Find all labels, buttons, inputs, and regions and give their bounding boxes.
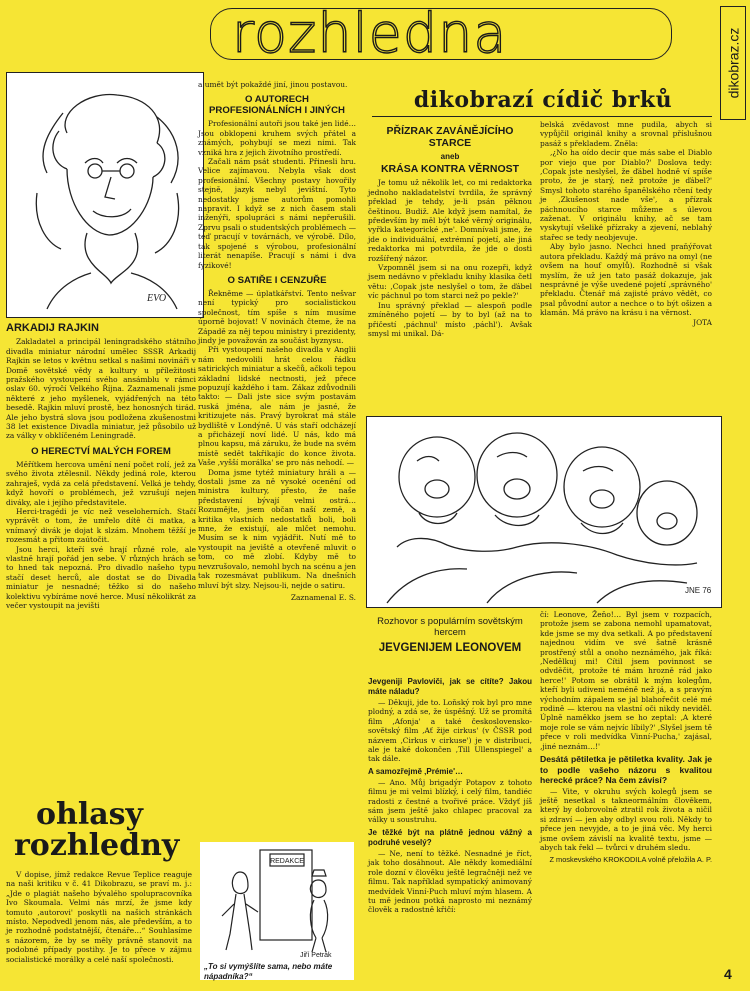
cidic-aneb: aneb [440,152,460,161]
cartoon-author: Jiří Petrák [300,952,332,959]
interview-title: JEVGENIJEM LEONOVEM [378,642,522,654]
interview-kicker: Rozhovor s populárním sovětským hercem [377,616,523,638]
rajkin-signature: Zaznamenal E. S. [290,592,356,602]
interview-answer: — Vite, v okruhu svých kolegů jsem se ještě nesetkal s takneormálním člověkem, který by dobrovolně ztratil rok života a ničil si zdraví — jen aby odbyl svou roli. Někdy to přece jen nevyjde, a to je jiná věc. My herci jsme ovšem závislí na kvalitě textu, jsme — abych tak řekl — tvůrci v druhém sledu. [540,786,712,853]
rajkin-portrait [6,72,204,318]
section-title: rozhledna [232,2,508,65]
rajkin-column-2 [198,80,356,602]
interview-question: Je těžké být na plátně jednou vážný a podruhé veselý? [368,827,532,847]
caricature-signature: JNE 76 [685,586,712,595]
cidic-column-1 [368,120,532,338]
cidic-paragraph: Inu správný překlad — alespoň podle zmíněného pojetí — by to byl (až na to přičestí ‚páchnul' místo ‚páchl'). Avšak smysl mi unikal. Dá- [368,300,532,338]
portrait-signature: EVO [147,293,167,304]
cidic-paragraph: belská zvědavost mne pudila, abych si vypůjčil originál knihy a srovnal příslušnou pasáž s překladem. Zněla: [540,120,712,148]
cartoon-panel [200,842,354,980]
interview-answer: — Ano. Můj brigadýr Potapov z tohoto filmu je mi velmi blízký, i celý film, tandiéc radosti z čestné a tvořivé práce. Vždyť jíš sám jsem ještě jako chlapec pracoval za války u soustruhu. [368,777,532,825]
rajkin-paragraph: Doma jsme tytéž miniatury hráli a — dostali jsme za ně vysoké ocenění od ministra kultury, přesto, že naše představení bývají velmi ostrá… Rozumějte, jsem občan naší země, a kritika vlastních nedostatků boli, boli mne, že existují, ale mlčet nemohu. Musím se k nim vyjádřit. Nutí mě to vystoupit na jeviště a otevřeně mluvit o tom, co mě zlobí. Kdyby mě to nevzrušovalo, nemohl bych na scénu a jen tak rozesmávat publikum. Na dnešních mluví být slzy. Nejsou-li, nejde o satiru. [198,467,356,590]
interview-column-1 [368,674,532,915]
rajkin-name: ARKADIJ RAJKIN [6,322,99,334]
cidic-signature: JOTA [693,317,712,327]
section-heading: O AUTORECH PROFESIONÁLNÍCH I JINÝCH [209,94,345,117]
leonov-caricature [366,416,722,608]
cidic-paragraph: Vzpomněl jsem si na onu rozepři, když jsem nedávno v překladu knihy klasika četl větu: ‚Copak jste neslyšel o tom, že ďábel víc páchnul po tom starci než po pekle?' [368,263,532,301]
cidic-subtitle: PŘÍZRAK ZAVÁNĚJÍCÍHO STARCE [386,125,514,149]
cidic-paragraph: Je tomu už několik let, co mi redaktorka jednoho nakladatelství tvrdila, že správný překlad je tehdy, je-li psán pěknou češtinou. Budiž. Ale když jsem namítal, že především by měl být také věrný originálu, vyřkla kategorické ‚ne'. Domnívali jsme, že jde o individuální, extrémní pojetí, ale jiná redaktorka mi potvrdila, že jde o dosti rozšířený názor. [368,178,532,263]
side-label-frame [720,6,746,120]
interview-question: A samozřejmě ‚Prémie'… [368,766,463,776]
side-label: dikobraz.cz [725,27,741,99]
cidic-paragraph: Aby bylo jasno. Nechci hned praňýřovat autora překladu. Každý má právo na omyl (ne ovšem na houf omylů). Rozhodně si však myslím, že už jen tato pasáž dokazuje, jak nesprávné je výše uvedené pojetí ‚správného' překladu. Čtenář má zajisté právo vědět, co psal původní autor a nechce o to být ošizen a klamán. Má právo na krásu i na věrnost. [540,242,712,318]
interview-question: Jevgeniji Pavloviči, jak se cítíte? Jakou máte náladu? [368,677,532,696]
rajkin-paragraph: Začali nám psát studenti. Přinesli hru. Velice zajímavou. Nebyla však dost profesionální. Všechny postavy hovořily stejně, jazyk nebyl jevištní. Tyto nedostatky jsme autorům pomohli napravit. I když se z nich časem stali inženýři, spolupráci s námi nepřerušili. Zprvu psali o studentských problémech — teď pracují v továrnách, ve výrobě. Dílo, tak spojené s výrobou, profesionální literát nenapíše. Pracují s námi i dva fyzikové! [198,157,356,270]
cidic-rule [372,116,712,117]
section-heading: O SATIŘE I CENZUŘE [227,274,327,286]
cidic-subtitle-2: KRÁSA KONTRA VĚRNOST [380,163,520,176]
rajkin-paragraph: Při vystoupení našeho divadla v Anglii nám nedovolili hrát celou řádku satirických miniatur a skečů, ačkoli tepou základní lidské nectnosti, jež přece popuzují každého i tam. Zákaz zdůvodnili takto: — Dali jste sice svým postavám ruská jména, ale nám je jasné, že kritizujete nás. Pravý byrokrat má stále bydliště v Londýně. U vás staří odcházejí a přicházejí noví lidé. U nás, kdo má plnou kapsu, má záruku, že bude na svém místě sedět takřikajíc do konce života. Vaše ‚vyšší morálka' se pro nás nehodí. — [198,345,356,468]
rajkin-paragraph: Měřítkem hercova umění není počet rolí, jež za svého života ztělesnil. Někdy jediná role, kterou zahraješ, vydá za celá představení. Velká je tehdy, když hovoří o problémech, jež vzrušují nejen diváky, ale i jejího představitele. [6,459,196,507]
ohlasy-title-1: ohlasy [36,797,143,832]
ohlasy-paragraph: V dopise, jímž redakce Revue Teplice reaguje na naši kritiku v č. 41 Dikobrazu, se praví m. j.: „Jde o plagiát našeho bývalého spolupracovníka Ivo Skoumala. Velmi nás mrzí, že jsme kdy tomuto ‚autorovi' poskytli na našich stránkách místo. Nepodvedl jenom nás, ale především, a to je rozhodně podstatnější, čtenáře…“ Souhlasíme s názorem, že by se měly právně stanovit na podobné případy postihy. Je to přece v zájmu socialistické morálky a celé naší společnosti. [6,870,192,964]
page-number: 4 [724,966,732,982]
rajkin-caricature-drawing [7,73,203,317]
ohlasy-title-box [6,797,192,866]
rajkin-paragraph: Jsou herci, kteří své hrají různé role, ale vlastně hrají pořád jen sebe. V různých hrách se to hned tak nepozná. Pro divadlo našeho typu stačí deset herců, ale dostat se do Divadla miniatur je nesnadné; těžko si do našeho kolektivu vybíráme nové herce. Musí několikrát za večer vystoupit na jevišti [6,544,196,610]
cartoon-drawing [200,842,354,954]
interview-answer: — Ne, není to těžké. Nesnadné je říct, jak toho dosáhnout. Ale někdy komediální role dozní v člověku ještě legračněji než ve filmu. Tak například sympatický animovaný medvídek Vinní-Puch mluví mým hlasem. A tu mě jednou potká naprosto mi neznámý člověk a radostně křičí: [368,848,532,915]
interview-question: Desátá pětiletka je pětiletka kvality. Jak je to podle vašeho názoru s kvalitou herecké práce? Na čem závisí? [540,754,712,786]
rajkin-column-1 [6,324,196,610]
rajkin-paragraph: Zakladatel a principál leningradského státního divadla miniatur národní umělec SSSR Arkadij Rajkin se letos v květnu setkal s našimi novináři v Domě sovětské vědy a kultury u příležitosti pražského vystoupení svého ansámblu v rámci oslav 60. výročí Velkého Října. Zaznamenali jsme některé z jeho myšlenek, vyjádřených na této besedě. Rajkin mluví prostě, bez honosných tirád. Ale jeho bystrá slova jsou podložena zkušenostmi 38 let existence Divadla miniatur, jež působilo už za války v obklíčeném Leningradě. [6,337,196,441]
interview-answer: čí: Leonove, Žeňo!… Byl jsem v rozpacích, protože jsem se zabona nemohl upamatovat, kde jsme se my dva setkali. A po představení najednou vidím ve své šatně krásně prostřený stůl a onoho neznámého, jak říká: ‚Nedělkuj mi! Cítil jsem povinnost se odvděčit, protože té mám hrozně rád jako herce!' Potom se obrátil k mým kolegům, kteří byli udiveni neméně než já, a s pravým východním zápalem se jal blahořečit celé mé rodině — kterou na vlastní oči nikdy neviděl. Úplně naměkko jsem se ho zeptal: ‚A které moje role se vám nejvíc líbily?' ‚Slyšel jsem tě přece v roli medvídka Vinní-Pucha,' zajásal, ‚jiné neznám…!' [540,610,712,751]
cidic-title: dikobrazí cídič brků [413,87,673,113]
section-heading: O HERECTVÍ MALÝCH FOREM [31,445,171,457]
interview-column-2 [540,610,712,865]
cartoon-caption: „To si vymýšlíte sama, nebo máte nápadníka?“ [204,962,333,981]
rajkin-paragraph: Profesionální autoři jsou také jen lidé… Jsou obklopeni kruhem svých přátel a známých, pohybují se mezi nimi. Tak vzniká hra z jejich životního prostředí. [198,119,356,157]
cidic-paragraph: ‚¿No ha oído decir que más sabe el Diablo por viejo que por Diablo?' Doslova tedy: ‚Copak jste neslyšel, že ďábel hodně ví spíše proto, že je starý, než protože je ďábel?' Smysl tohoto starého španělského rčení tedy je ‚Zkušenost nade vše', a přízrak páchnoucího starce můžeme s úlevou zaženat. V originálu knihy, ač se tam vyskytují všeliké přízraky a zjevení, neblahý stařec se tedy neobjevuje. [540,148,712,242]
leonov-caricature-drawing [367,417,721,607]
interview-answer: — Děkuji, jde to. Loňský rok byl pro mne plodný, a zdá se, že úspěšný. Už se promítá film ‚Afonja' a také československo-sovětský film ‚Ať žije cirkus' (v ČSSR pod názvem ‚Cirkus v cirkuse') je v distribuci, ale je také dokončen ‚Till Ullenspiegel' a tak dále. [368,698,532,764]
ohlasy-column [6,870,192,964]
rajkin-paragraph: a umět být pokaždé jiní, jinou postavou. [198,80,348,89]
cidic-column-2 [540,120,712,327]
rajkin-paragraph: Řekněme — úplatkářství. Tento nešvar není typický pro socialistickou společnost, tím spíše s ním musíme úporně bojovat! V novinách čteme, že na Západě za něj tepou ministry i prezidenty, jindy je považován za součást byznysu. [198,288,356,345]
cartoon-sign: REDAKCE [270,858,304,865]
interview-signature: Z moskevského KROKODILA volně přeložila A. P. [549,855,712,865]
rajkin-paragraph: Herci-tragédi je víc než veseloherních. Stačí vyprávět o tom, že umřelo dítě či matka, a vnímavý divák je dojat k slzám. Mnohem těžší je rozesmát a přitom zaútočit. [6,506,196,545]
ohlasy-title-2: rozhledny [14,828,180,863]
